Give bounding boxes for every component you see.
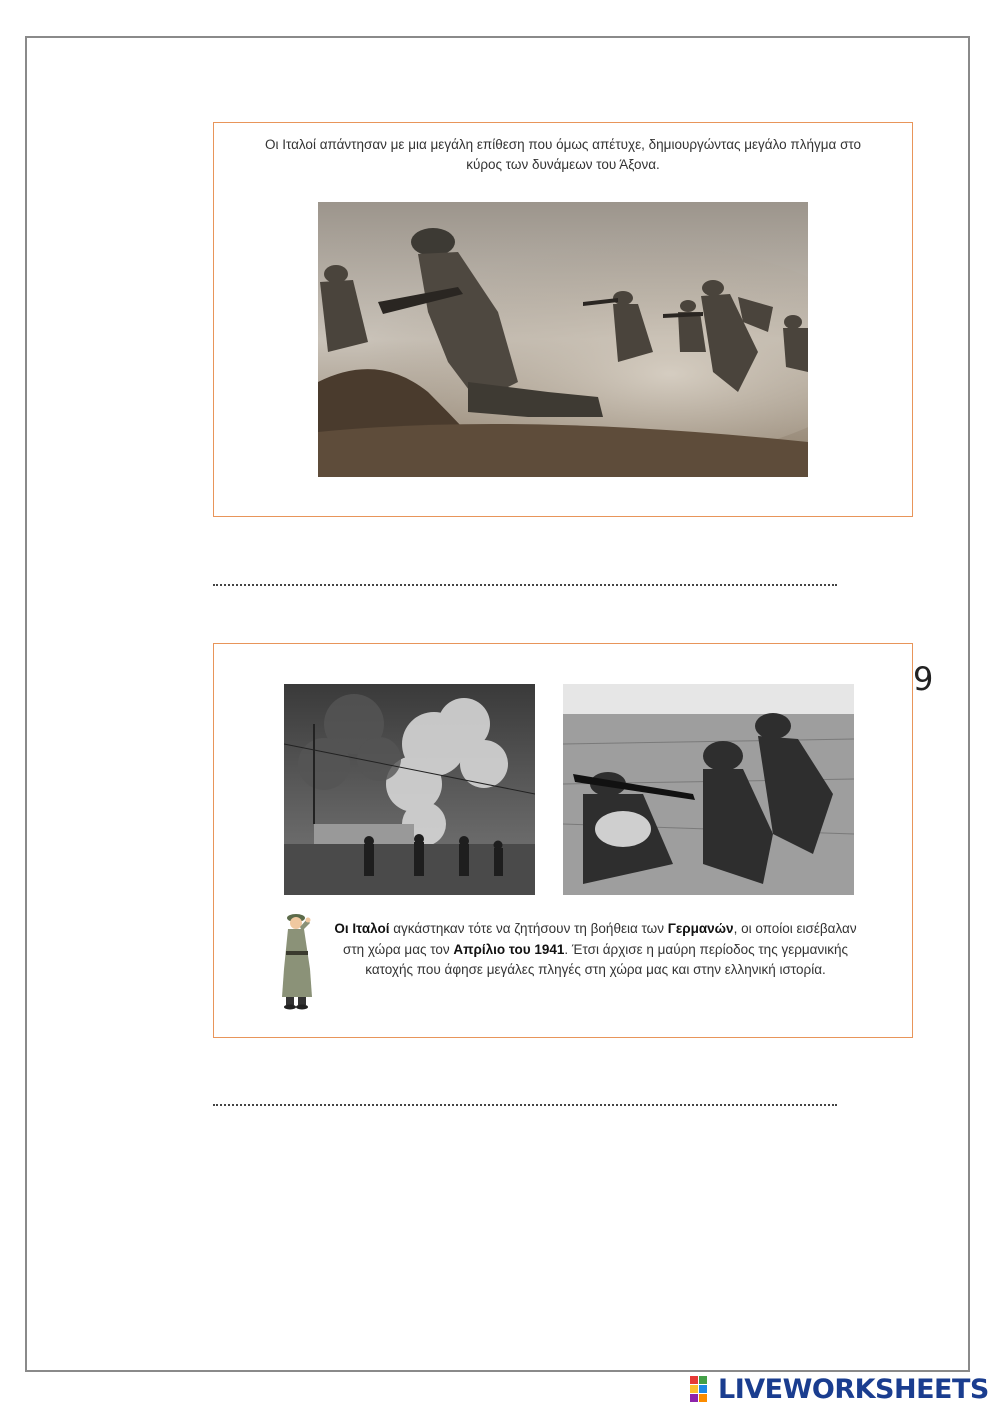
machine-gun-crew-photo bbox=[563, 684, 854, 895]
liveworksheets-logo-icon bbox=[690, 1376, 716, 1402]
brand-name: LIVEWORKSHEETS bbox=[718, 1373, 989, 1405]
saluting-soldier-illustration bbox=[274, 909, 324, 1011]
text-germans: Γερμανών bbox=[667, 921, 734, 936]
card-1-text: Οι Ιταλοί απάντησαν με μια μεγάλη επίθεση που όμως απέτυχε, δημιουργώντας μεγάλο πλήγμα στο κύρος των δυνάμεων του Άξονα. bbox=[264, 137, 862, 172]
answer-line-1[interactable] bbox=[213, 584, 837, 586]
answer-line-2[interactable] bbox=[213, 1104, 837, 1106]
text-april-1941: Απρίλιο του 1941 bbox=[453, 941, 565, 957]
battle-photo bbox=[318, 202, 808, 477]
liveworksheets-brand bbox=[690, 1374, 989, 1404]
card-2-text: Οι Ιταλοί αγκάστηκαν τότε να ζητήσουν τη βοήθεια των Γερμανών, οι οποίοι εισέβαλαν στη χώρα μας τον Απρίλιο του 1941. Έτσι άρχισε η μαύρη περίοδος της γερμανικής κατοχής που άφησε μεγάλες πληγές στη χώρα μας και στην ελληνική ιστορία. bbox=[334, 921, 857, 977]
content-card-2 bbox=[213, 643, 913, 1038]
burning-town-photo bbox=[284, 684, 535, 895]
page-number: 9 bbox=[913, 660, 934, 698]
content-card-1 bbox=[213, 122, 913, 517]
text-italians: Οι Ιταλοί bbox=[334, 921, 390, 936]
